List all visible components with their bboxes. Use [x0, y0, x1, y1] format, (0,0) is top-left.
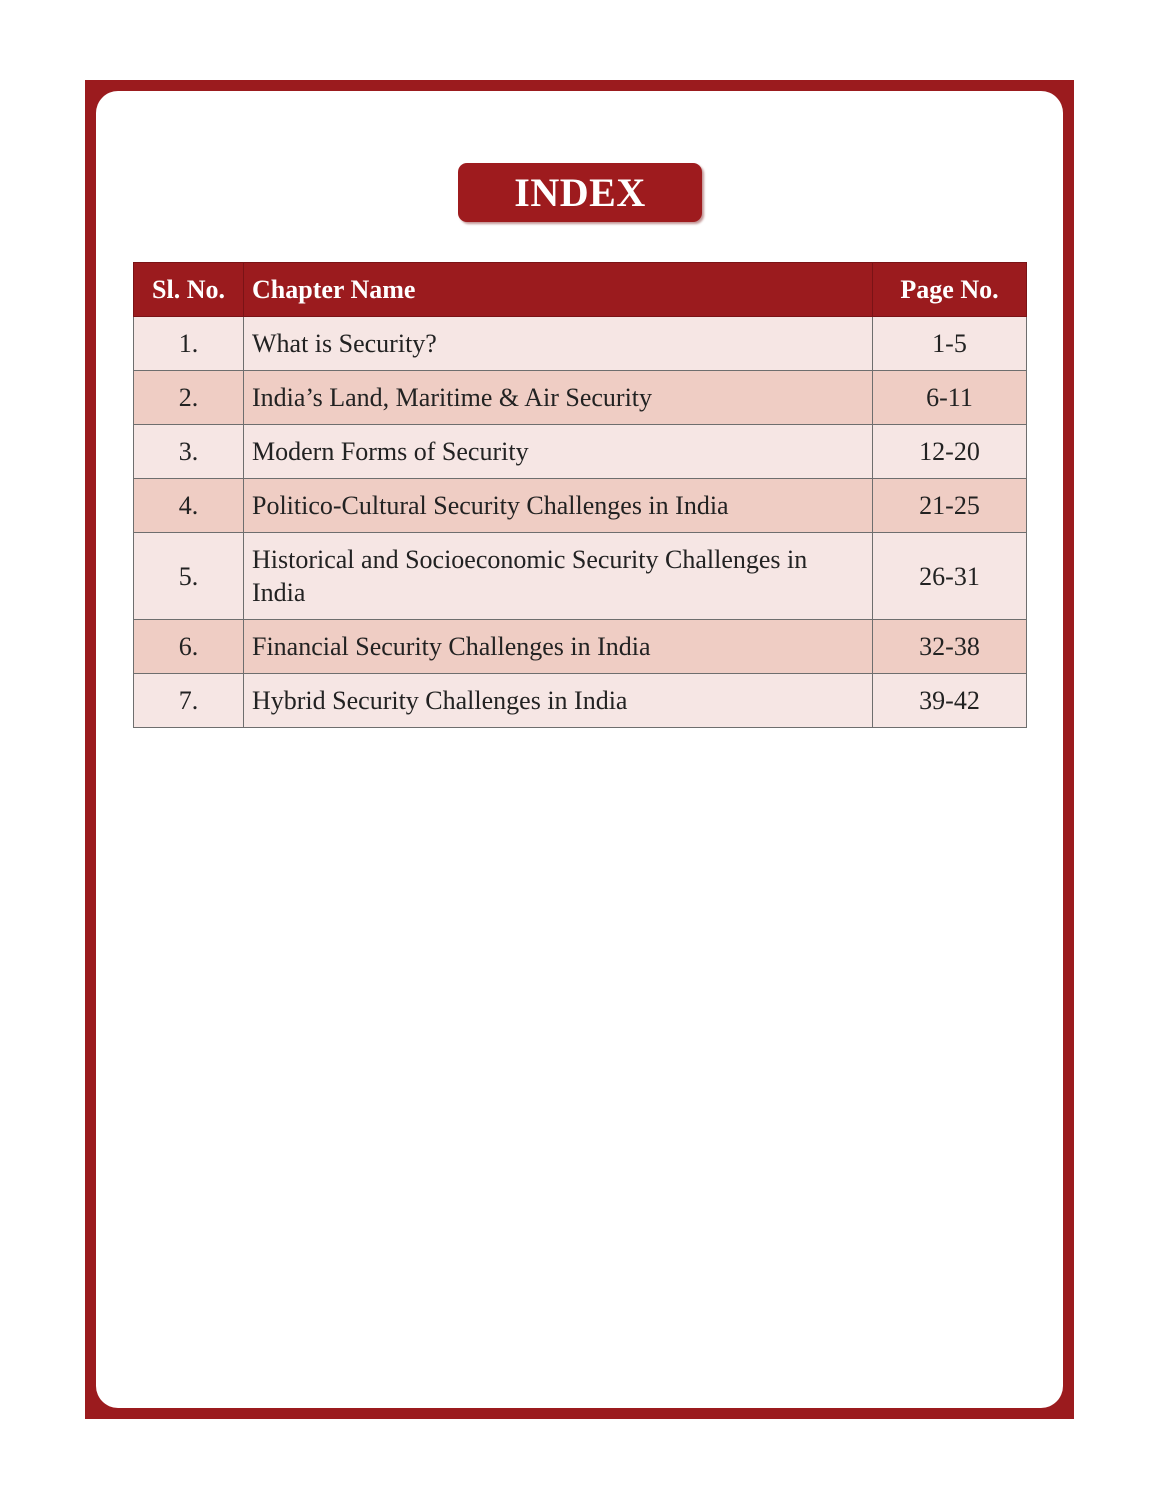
table-row [134, 620, 1027, 674]
row-sl-no: 4. [134, 479, 244, 533]
row-chapter-name: Historical and Socioeconomic Security Challenges in India [244, 533, 873, 620]
row-page-range: 26-31 [873, 533, 1027, 620]
table-row [134, 479, 1027, 533]
table-row [134, 674, 1027, 728]
row-chapter-name: Modern Forms of Security [244, 425, 873, 479]
table-row [134, 533, 1027, 620]
row-page-range: 12-20 [873, 425, 1027, 479]
row-chapter-name: Politico-Cultural Security Challenges in India [244, 479, 873, 533]
header-sl-no: Sl. No. [134, 263, 244, 317]
row-sl-no: 6. [134, 620, 244, 674]
row-page-range: 6-11 [873, 371, 1027, 425]
index-table [133, 262, 1027, 728]
table-row [134, 371, 1027, 425]
row-chapter-name: What is Security? [244, 317, 873, 371]
row-sl-no: 7. [134, 674, 244, 728]
row-page-range: 32-38 [873, 620, 1027, 674]
index-title-badge [458, 163, 702, 222]
index-title: INDEX [514, 170, 646, 215]
row-sl-no: 1. [134, 317, 244, 371]
row-sl-no: 2. [134, 371, 244, 425]
row-page-range: 39-42 [873, 674, 1027, 728]
header-chapter-name: Chapter Name [244, 263, 873, 317]
row-sl-no: 3. [134, 425, 244, 479]
row-chapter-name: Financial Security Challenges in India [244, 620, 873, 674]
row-page-range: 21-25 [873, 479, 1027, 533]
table-header-row [134, 263, 1027, 317]
row-chapter-name: India’s Land, Maritime & Air Security [244, 371, 873, 425]
row-chapter-name: Hybrid Security Challenges in India [244, 674, 873, 728]
row-sl-no: 5. [134, 533, 244, 620]
header-page-no: Page No. [873, 263, 1027, 317]
row-page-range: 1-5 [873, 317, 1027, 371]
table-row [134, 425, 1027, 479]
table-row [134, 317, 1027, 371]
